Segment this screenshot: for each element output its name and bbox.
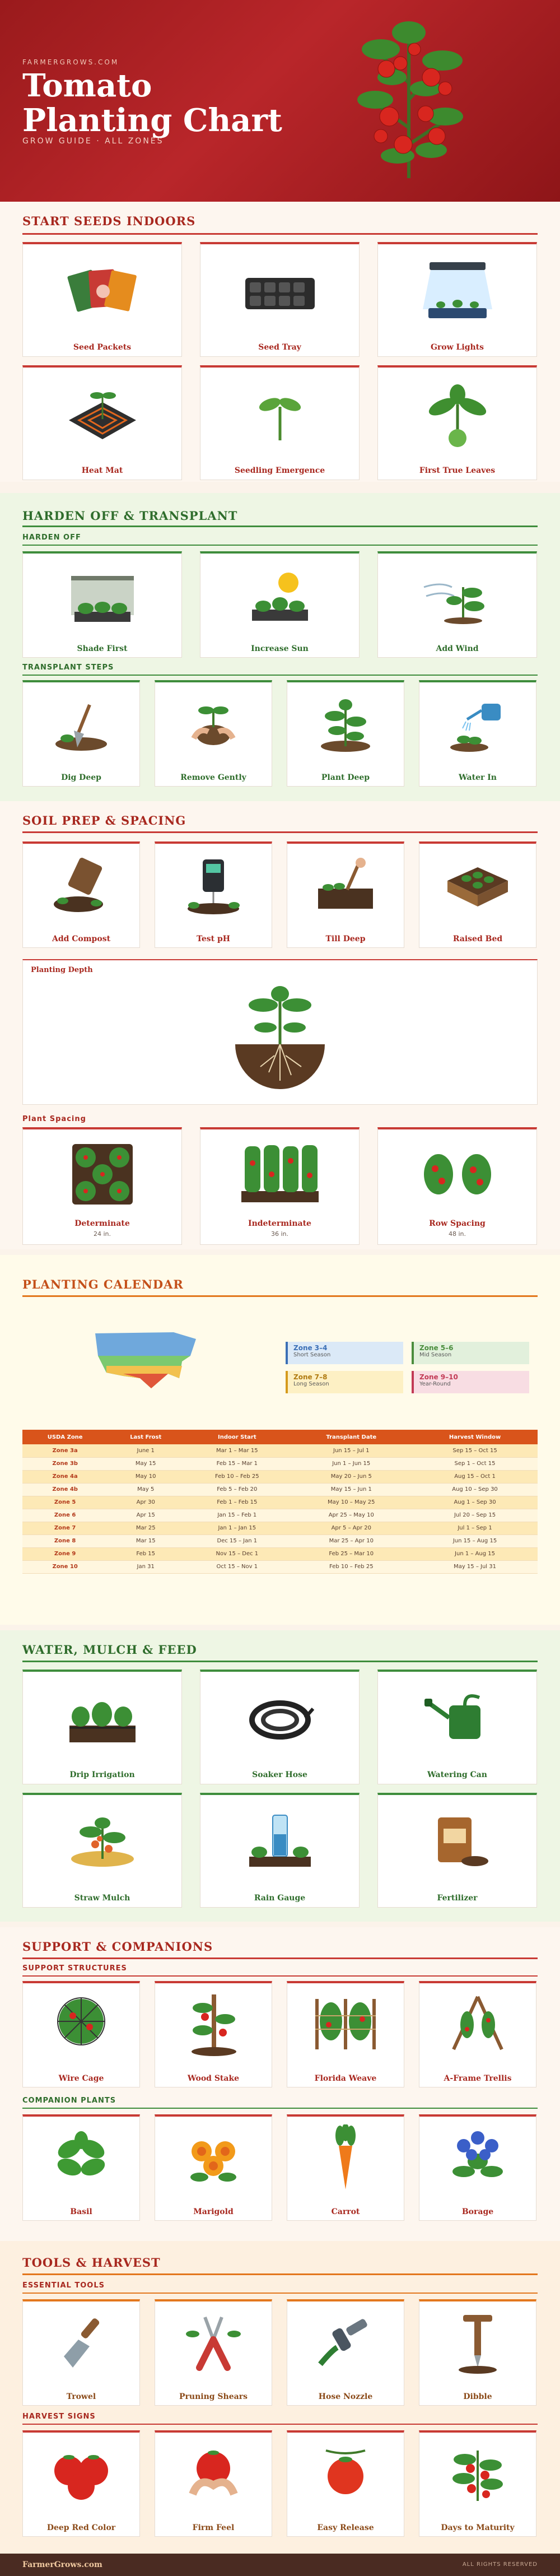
table-row	[22, 1560, 538, 1573]
card-a-frame-trellis	[419, 1981, 536, 2087]
florida-weave-icon	[312, 1993, 379, 2055]
card-label: Heat Mat	[81, 466, 123, 475]
table-cell: Aug 10 – Sep 30	[412, 1483, 538, 1496]
card-label: Days to Maturity	[441, 2523, 515, 2532]
table-cell: Sep 1 – Oct 15	[412, 1457, 538, 1470]
table-cell: May 5	[108, 1483, 184, 1496]
trowel-dig-icon	[50, 694, 112, 755]
table-cell: Aug 1 – Sep 30	[412, 1496, 538, 1509]
card-increase-sun	[200, 551, 360, 658]
harden-section-title: HARDEN OFF & TRANSPLANT	[22, 509, 238, 523]
card-raised-bed	[419, 841, 536, 948]
section-divider	[22, 526, 538, 527]
table-cell: Zone 3b	[22, 1457, 108, 1470]
card-label: Fertilizer	[437, 1894, 478, 1903]
table-cell: Zone 4b	[22, 1483, 108, 1496]
table-cell: May 15	[108, 1457, 184, 1470]
card-label: Rain Gauge	[254, 1894, 306, 1903]
card-trowel	[22, 2299, 140, 2406]
card-determinate	[22, 1127, 182, 1245]
card-basil	[22, 2114, 140, 2221]
card-label: Indeterminate	[248, 1219, 311, 1228]
page-title: Tomato Planting Chart	[22, 67, 282, 139]
table-cell: Feb 5 – Feb 20	[184, 1483, 290, 1496]
footer-rights: ALL RIGHTS RESERVED	[462, 2561, 538, 2568]
table-cell: Zone 4a	[22, 1470, 108, 1483]
card-label: Seed Packets	[73, 343, 132, 352]
table-cell: Zone 7	[22, 1522, 108, 1535]
harden-subtitle: HARDEN OFF	[22, 533, 81, 542]
subsection-divider	[22, 2108, 538, 2109]
section-divider	[22, 831, 538, 833]
table-cell: Jan 15 – Feb 1	[184, 1509, 290, 1522]
calendar-section-title: PLANTING CALENDAR	[22, 1277, 184, 1291]
subsection-divider	[22, 1975, 538, 1977]
table-cell: Zone 6	[22, 1509, 108, 1522]
subsection-divider	[22, 2293, 538, 2294]
root-depth-icon	[230, 983, 330, 1095]
compost-bag-icon	[50, 855, 112, 917]
card-seed-packets	[22, 242, 182, 357]
table-cell: Jan 31	[108, 1560, 184, 1573]
card-label: Wood Stake	[187, 2074, 240, 2083]
table-cell: Mar 25	[108, 1522, 184, 1535]
carrot-icon	[323, 2124, 368, 2192]
table-cell: Jun 1 – Jun 15	[290, 1457, 412, 1470]
support-section	[0, 1927, 560, 2241]
water-section	[0, 1630, 560, 1922]
table-cell: Feb 10 – Feb 25	[290, 1560, 412, 1573]
transplant-subtitle: TRANSPLANT STEPS	[22, 663, 114, 672]
basil-icon	[50, 2127, 112, 2188]
card-hose-nozzle	[287, 2299, 404, 2406]
wire-cage-icon	[50, 1993, 112, 2055]
tools-section-title: TOOLS & HARVEST	[22, 2256, 161, 2270]
table-row	[22, 1509, 538, 1522]
card-label: Basil	[70, 2207, 92, 2216]
card-plant-deep	[287, 680, 404, 787]
table-cell: Mar 15	[108, 1535, 184, 1547]
seedling-icon	[252, 384, 308, 446]
card-label: Pruning Shears	[179, 2392, 248, 2401]
card-label: Remove Gently	[180, 773, 246, 782]
pruning-shears-icon	[183, 2312, 244, 2373]
legend-zone-9-10: Zone 9–10 Year-Round	[412, 1371, 529, 1393]
wood-stake-icon	[183, 1991, 244, 2058]
table-cell: Jul 1 – Sep 1	[412, 1522, 538, 1535]
table-cell: Sep 15 – Oct 15	[412, 1444, 538, 1457]
legend-zone-5-6: Zone 5–6 Mid Season	[412, 1342, 529, 1364]
table-header-cell: Harvest Window	[412, 1430, 538, 1444]
card-label: Grow Lights	[430, 343, 484, 352]
ripe-tomatoes-icon	[48, 2443, 115, 2504]
table-cell: Aug 15 – Oct 1	[412, 1470, 538, 1483]
card-wood-stake	[155, 1981, 272, 2087]
table-cell: Jun 15 – Aug 15	[412, 1535, 538, 1547]
seeds-section	[0, 202, 560, 482]
card-label: Florida Weave	[314, 2074, 377, 2083]
card-label: First True Leaves	[419, 466, 496, 475]
table-cell: Jun 15 – Jul 1	[290, 1444, 412, 1457]
section-divider	[22, 233, 538, 235]
table-cell: Mar 25 – Apr 10	[290, 1535, 412, 1547]
table-cell: Zone 9	[22, 1547, 108, 1560]
card-label: Increase Sun	[251, 644, 309, 653]
table-header-cell: USDA Zone	[22, 1430, 108, 1444]
table-row	[22, 1535, 538, 1547]
table-header-cell: Last Frost	[108, 1430, 184, 1444]
support-section-title: SUPPORT & COMPANIONS	[22, 1940, 213, 1954]
harvest-subtitle: HARVEST SIGNS	[22, 2412, 96, 2421]
table-cell: Feb 10 – Feb 25	[184, 1470, 290, 1483]
card-label: Shade First	[77, 644, 128, 653]
mature-plant-icon	[447, 2443, 508, 2504]
drip-irrigation-icon	[66, 1686, 139, 1748]
borage-icon	[447, 2127, 508, 2188]
card-label: Soaker Hose	[252, 1770, 307, 1779]
table-cell: May 15 – Jul 31	[412, 1560, 538, 1573]
card-shade-first	[22, 551, 182, 658]
hero-banner	[0, 0, 560, 202]
card-days-to-maturity	[419, 2430, 536, 2537]
card-fertilizer	[377, 1793, 537, 1908]
card-label: Carrot	[331, 2207, 360, 2216]
card-easy-release	[287, 2430, 404, 2537]
card-rain-gauge	[200, 1793, 360, 1908]
card-label: Add Wind	[436, 644, 479, 653]
card-indeterminate	[200, 1127, 360, 1245]
seed-tray-icon	[241, 267, 319, 317]
card-label: Marigold	[193, 2207, 234, 2216]
hand-tomato-icon	[183, 2443, 244, 2504]
footer	[0, 2554, 560, 2576]
card-label: Trowel	[66, 2392, 96, 2401]
card-label: Dig Deep	[61, 773, 101, 782]
card-florida-weave	[287, 1981, 404, 2087]
page-subtitle: GROW GUIDE · ALL ZONES	[22, 137, 164, 146]
table-row	[22, 1483, 538, 1496]
tilling-hand-icon	[315, 855, 376, 917]
table-cell: Feb 15 – Mar 1	[184, 1457, 290, 1470]
card-remove-gently	[155, 680, 272, 787]
soaker-hose-icon	[244, 1686, 316, 1748]
dibble-icon	[455, 2309, 500, 2377]
table-cell: May 15 – Jun 1	[290, 1483, 412, 1496]
table-header-cell: Transplant Date	[290, 1430, 412, 1444]
card-seedling-emergence	[200, 365, 360, 480]
table-cell: Zone 8	[22, 1535, 108, 1547]
card-label: A-Frame Trellis	[444, 2074, 512, 2083]
table-cell: June 1	[108, 1444, 184, 1457]
row-spacing-icon	[418, 1146, 497, 1202]
planted-tomato-icon	[315, 694, 376, 755]
subsection-divider	[22, 545, 538, 546]
card-label: Determinate	[74, 1219, 130, 1228]
table-cell: May 10	[108, 1470, 184, 1483]
true-leaves-icon	[421, 382, 494, 449]
wind-icon	[418, 565, 497, 626]
card-label: Deep Red Color	[46, 2523, 116, 2532]
watering-can-icon	[421, 1686, 494, 1748]
determinate-icon	[69, 1141, 136, 1208]
card-watering-can	[377, 1670, 537, 1784]
table-cell: May 20 – Jun 5	[290, 1470, 412, 1483]
marigold-icon	[183, 2127, 244, 2188]
rain-gauge-icon	[244, 1810, 316, 1871]
table-cell: Dec 15 – Jan 1	[184, 1535, 290, 1547]
table-cell: Apr 15	[108, 1509, 184, 1522]
table-row	[22, 1547, 538, 1560]
card-soaker-hose	[200, 1670, 360, 1784]
card-label: Seedling Emergence	[234, 466, 325, 475]
planting-depth-label: Planting Depth	[31, 966, 93, 974]
card-label: Raised Bed	[452, 934, 503, 943]
section-divider	[22, 1957, 538, 1959]
soil-section	[0, 801, 560, 1249]
planting-calendar-table	[22, 1430, 538, 1574]
table-cell: Mar 1 – Mar 15	[184, 1444, 290, 1457]
card-firm-feel	[155, 2430, 272, 2537]
card-drip-irrigation	[22, 1670, 182, 1784]
subsection-divider	[22, 2424, 538, 2425]
card-note: 24 in.	[93, 1230, 111, 1238]
shade-cloth-icon	[63, 565, 142, 626]
straw-mulch-icon	[66, 1810, 139, 1871]
spacing-subtitle: Plant Spacing	[22, 1115, 86, 1123]
table-cell: Zone 10	[22, 1560, 108, 1573]
water-section-title: WATER, MULCH & FEED	[22, 1643, 197, 1657]
card-planting-depth	[22, 959, 538, 1105]
table-cell: Apr 30	[108, 1496, 184, 1509]
card-label: Firm Feel	[192, 2523, 235, 2532]
card-label: Easy Release	[317, 2523, 374, 2532]
card-dig-deep	[22, 680, 140, 787]
card-label: Wire Cage	[58, 2074, 104, 2083]
card-note: 36 in.	[270, 1230, 289, 1238]
companion-subtitle: COMPANION PLANTS	[22, 2096, 116, 2105]
card-heat-mat	[22, 365, 182, 480]
card-label: Water In	[459, 773, 497, 782]
table-cell: Zone 3a	[22, 1444, 108, 1457]
card-marigold	[155, 2114, 272, 2221]
table-header-cell: Indoor Start	[184, 1430, 290, 1444]
tools-subtitle: ESSENTIAL TOOLS	[22, 2281, 105, 2290]
table-cell: May 10 – May 25	[290, 1496, 412, 1509]
tomato-vine-icon	[315, 2443, 376, 2504]
card-wire-cage	[22, 1981, 140, 2087]
table-cell: Nov 15 – Dec 1	[184, 1547, 290, 1560]
card-borage	[419, 2114, 536, 2221]
a-frame-trellis-icon	[447, 1993, 508, 2055]
card-label: Till Deep	[325, 934, 366, 943]
card-first-true-leaves	[377, 365, 537, 480]
tools-section	[0, 2241, 560, 2554]
card-pruning-shears	[155, 2299, 272, 2406]
watering-icon	[447, 694, 508, 755]
seed-packets-icon	[66, 262, 139, 324]
section-divider	[22, 1661, 538, 1662]
card-label: Row Spacing	[429, 1219, 486, 1228]
legend-zone-3-4: Zone 3–4 Short Season	[286, 1342, 403, 1364]
card-dibble	[419, 2299, 536, 2406]
footer-brand-link[interactable]: FarmerGrows.com	[22, 2560, 102, 2569]
table-cell: Zone 5	[22, 1496, 108, 1509]
support-subtitle: SUPPORT STRUCTURES	[22, 1964, 127, 1973]
soil-section-title: SOIL PREP & SPACING	[22, 813, 186, 827]
section-divider	[22, 1295, 538, 1297]
card-label: Seed Tray	[258, 343, 301, 352]
card-deep-red-color	[22, 2430, 140, 2537]
card-straw-mulch	[22, 1793, 182, 1908]
card-test-ph	[155, 841, 272, 948]
card-add-wind	[377, 551, 537, 658]
legend-zone-7-8: Zone 7–8 Long Season	[286, 1371, 403, 1393]
card-label: Borage	[461, 2207, 494, 2216]
usda-zone-map-icon	[90, 1322, 202, 1395]
sun-icon	[241, 565, 319, 626]
table-cell: Jun 1 – Aug 15	[412, 1547, 538, 1560]
site-domain: FARMERGROWS.COM	[22, 58, 119, 66]
heat-mat-icon	[63, 385, 142, 447]
card-carrot	[287, 2114, 404, 2221]
card-seed-tray	[200, 242, 360, 357]
hands-seedling-icon	[183, 694, 244, 755]
table-row	[22, 1470, 538, 1483]
grow-lights-icon	[418, 259, 497, 326]
fertilizer-bag-icon	[421, 1810, 494, 1871]
table-cell: Jan 1 – Jan 15	[184, 1522, 290, 1535]
card-till-deep	[287, 841, 404, 948]
ph-meter-icon	[183, 855, 244, 917]
card-grow-lights	[377, 242, 537, 357]
table-row	[22, 1522, 538, 1535]
indeterminate-icon	[238, 1141, 322, 1208]
table-cell: Jul 20 – Sep 15	[412, 1509, 538, 1522]
table-cell: Oct 15 – Nov 1	[184, 1560, 290, 1573]
card-label: Hose Nozzle	[318, 2392, 373, 2401]
table-row	[22, 1457, 538, 1470]
table-row	[22, 1444, 538, 1457]
raised-bed-icon	[444, 856, 511, 912]
seeds-section-title: START SEEDS INDOORS	[22, 214, 196, 228]
section-divider	[22, 2273, 538, 2275]
table-cell: Feb 15	[108, 1547, 184, 1560]
card-row-spacing	[377, 1127, 537, 1245]
table-cell: Feb 1 – Feb 15	[184, 1496, 290, 1509]
table-row	[22, 1496, 538, 1509]
card-label: Test pH	[197, 934, 230, 943]
card-add-compost	[22, 841, 140, 948]
tomato-plant-icon	[347, 16, 470, 184]
card-label: Straw Mulch	[74, 1894, 130, 1903]
table-cell: Apr 25 – May 10	[290, 1509, 412, 1522]
card-label: Plant Deep	[321, 773, 370, 782]
card-label: Dibble	[463, 2392, 492, 2401]
card-water-in	[419, 680, 536, 787]
harden-section	[0, 493, 560, 801]
subsection-divider	[22, 675, 538, 676]
card-label: Add Compost	[52, 934, 111, 943]
hose-nozzle-icon	[315, 2312, 376, 2373]
card-note: 48 in.	[448, 1230, 466, 1238]
card-label: Drip Irrigation	[69, 1770, 135, 1779]
trowel-icon	[50, 2312, 112, 2373]
table-cell: Feb 25 – Mar 10	[290, 1547, 412, 1560]
table-cell: Apr 5 – Apr 20	[290, 1522, 412, 1535]
card-label: Watering Can	[427, 1770, 487, 1779]
